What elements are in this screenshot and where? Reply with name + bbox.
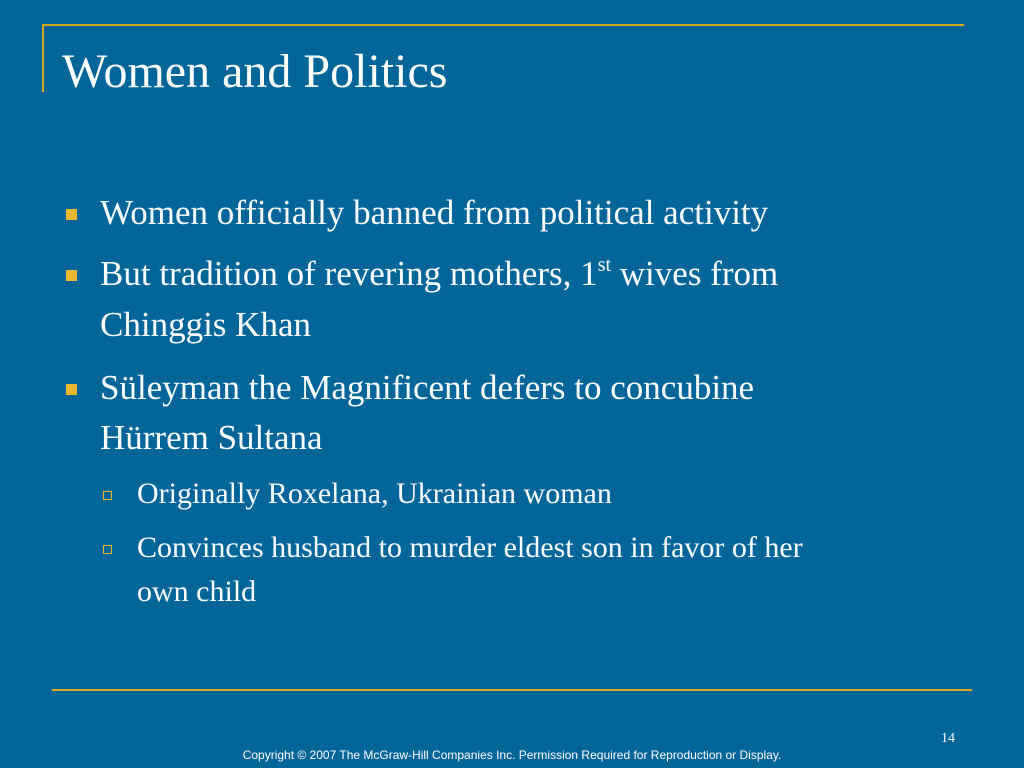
bullet-3-line2: Hürrem Sultana: [100, 418, 323, 457]
frame-bottom-line: [52, 689, 972, 691]
page-number: 14: [941, 731, 955, 746]
bullet-square-icon: [66, 270, 77, 281]
frame-top-line: [42, 24, 964, 26]
sub-bullet-hollow-square-icon: [103, 545, 112, 554]
frame-left-line: [42, 24, 44, 92]
bullet-2-superscript: st: [597, 254, 612, 276]
bullet-square-icon: [66, 209, 77, 220]
bullet-2-text-before: But tradition of revering mothers, 1: [100, 254, 598, 293]
copyright-notice: Copyright © 2007 The McGraw-Hill Companies Inc. Permission Required for Reproduction or Display.: [242, 748, 782, 762]
bullet-1-text: Women officially banned from political activity: [100, 193, 769, 232]
bullet-square-icon: [66, 384, 77, 395]
bullet-2-line2: Chinggis Khan: [100, 305, 311, 344]
slide-title: Women and Politics: [62, 45, 448, 98]
sub-bullet-hollow-square-icon: [103, 491, 112, 500]
bullet-2-text-after: wives from: [611, 254, 779, 293]
sub-bullet-2-line2: own child: [137, 575, 257, 608]
bullet-2-line1: [100, 252, 950, 301]
sub-bullet-2-line1: Convinces husband to murder eldest son in favor of her: [137, 531, 803, 564]
bullet-3-line1: Süleyman the Magnificent defers to concubine: [100, 368, 755, 407]
sub-bullet-1-text: Originally Roxelana, Ukrainian woman: [137, 477, 612, 510]
